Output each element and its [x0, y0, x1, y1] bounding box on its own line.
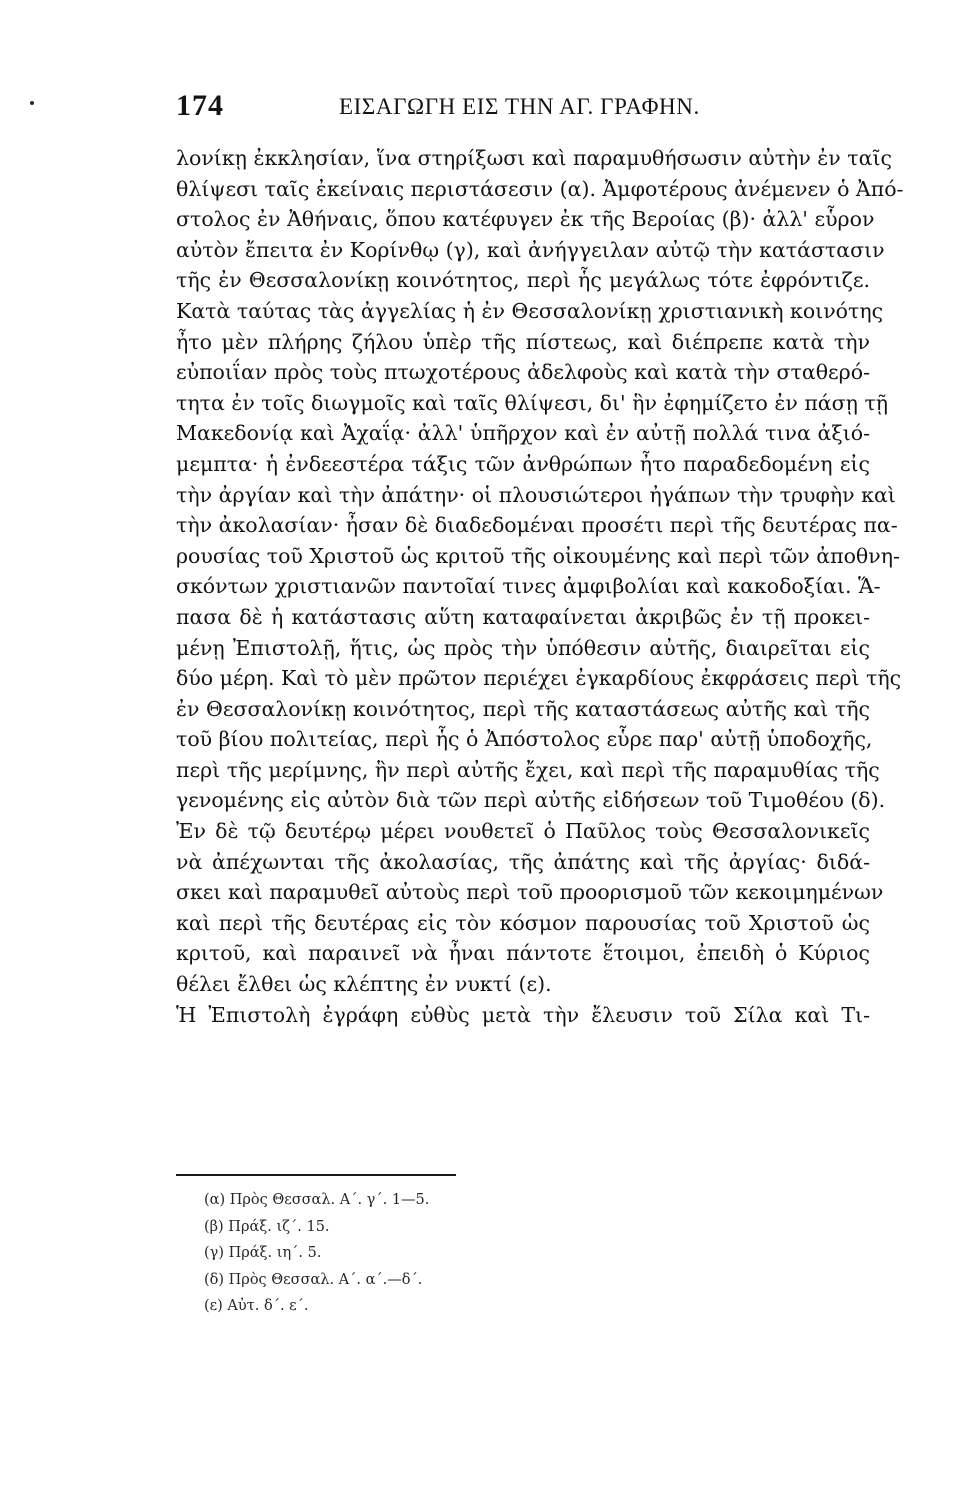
footnote-rule	[176, 1174, 456, 1176]
text-line: τὴν ἀργίαν καὶ τὴν ἀπάτην· οἱ πλουσιώτεροι ἠγάπων τὴν τρυφὴν καὶ	[176, 482, 896, 507]
text-line: τὴν ἀκολασίαν· ἦσαν δὲ διαδεδομέναι προσέτι περὶ τῆς δευτέρας πα-	[176, 513, 898, 538]
text-line: σκόντων χριστιανῶν παντοῖαί τινες ἀμφιβολίαι καὶ κακοδοξίαι. Ἅ-	[176, 574, 881, 599]
page-number: 174	[176, 89, 224, 122]
text-line: μεμπτα· ἡ ἐνδεεστέρα τάξις τῶν ἀνθρώπων ἦτο παραδεδομένη εἰς	[176, 451, 870, 476]
text-line: λονίκῃ ἐκκλησίαν, ἵνα στηρίξωσι καὶ παραμυθήσωσιν αὐτὴν ἐν ταῖς	[176, 146, 892, 170]
page-header	[176, 86, 876, 126]
text-line: εὐποιΐαν πρὸς τοὺς πτωχοτέρους ἀδελφοὺς καὶ κατὰ τὴν σταθερό-	[176, 360, 870, 385]
text-line: πασα δὲ ἡ κατάστασις αὕτη καταφαίνεται ἀκριβῶς ἐν τῇ προκει-	[176, 604, 870, 629]
scan-speck	[30, 101, 34, 105]
text-line: Μακεδονίᾳ καὶ Ἀχαΐᾳ· ἀλλ' ὑπῆρχον καὶ ἐν αὐτῇ πολλά τινα ἀξιό-	[176, 421, 870, 446]
text-line: τῆς ἐν Θεσσαλονίκῃ κοινότητος, περὶ ἧς μεγάλως τότε ἐφρόντιζε.	[176, 268, 870, 293]
text-line: μένῃ Ἐπιστολῇ, ἥτις, ὡς πρὸς τὴν ὑπόθεσιν αὐτῆς, διαιρεῖται εἰς	[176, 635, 870, 660]
text-line: γενομένης εἰς αὐτὸν διὰ τῶν περὶ αὐτῆς εἰδήσεων τοῦ Τιμοθέου (δ).	[176, 788, 886, 813]
text-line: δύο μέρη. Καὶ τὸ μὲν πρῶτον περιέχει ἐγκαρδίους ἐκφράσεις περὶ τῆς	[176, 666, 902, 691]
text-line: τοῦ βίου πολιτείας, περὶ ἧς ὁ Ἀπόστολος εὗρε παρ' αὐτῇ ὑποδοχῆς,	[176, 727, 873, 752]
footnote: (β) Πράξ. ιζ΄. 15.	[204, 1218, 330, 1235]
text-line: αὐτὸν ἔπειτα ἐν Κορίνθῳ (γ), καὶ ἀνήγγειλαν αὐτῷ τὴν κατάστασιν	[176, 237, 885, 262]
text-line: ἐν Θεσσαλονίκῃ κοινότητος, περὶ τῆς καταστάσεως αὐτῆς καὶ τῆς	[176, 696, 870, 721]
text-line: Ἡ Ἐπιστολὴ ἐγράφη εὐθὺς μετὰ τὴν ἔλευσιν τοῦ Σίλα καὶ Τι-	[176, 1002, 870, 1027]
text-line: Ἐν δὲ τῷ δευτέρῳ μέρει νουθετεῖ ὁ Παῦλος τοὺς Θεσσαλονικεῖς	[176, 819, 870, 844]
footnote: (ε) Αὐτ. δ΄. ε΄.	[204, 1298, 309, 1314]
text-line: καὶ περὶ τῆς δευτέρας εἰς τὸν κόσμον παρουσίας τοῦ Χριστοῦ ὡς	[176, 910, 870, 935]
footnote: (δ) Πρὸς Θεσσαλ. Α΄. α΄.—δ΄.	[204, 1271, 423, 1288]
body-text	[176, 143, 904, 1030]
text-line: στολος ἐν Ἀθήναις, ὅπου κατέφυγεν ἐκ τῆς Βεροίας (β)· ἀλλ' εὗρον	[176, 207, 875, 232]
text-line: κριτοῦ, καὶ παραινεῖ νὰ ἦναι πάντοτε ἕτοιμοι, ἐπειδὴ ὁ Κύριος	[176, 941, 870, 966]
text-line: περὶ τῆς μερίμνης, ἣν περὶ αὐτῆς ἔχει, καὶ περὶ τῆς παραμυθίας τῆς	[176, 757, 880, 782]
text-line: σκει καὶ παραμυθεῖ αὐτοὺς περὶ τοῦ προορισμοῦ τῶν κεκοιμημένων	[176, 880, 884, 905]
text-line: ρουσίας τοῦ Χριστοῦ ὡς κριτοῦ τῆς οἰκουμένης καὶ περὶ τῶν ἀποθνη-	[176, 543, 900, 568]
footnote: (α) Πρὸς Θεσσαλ. Α΄. γ΄. 1—5.	[204, 1192, 430, 1208]
footnote: (γ) Πράξ. ιη΄. 5.	[204, 1245, 322, 1261]
text-line: νὰ ἀπέχωνται τῆς ἀκολασίας, τῆς ἀπάτης καὶ τῆς ἀργίας· διδά-	[176, 849, 870, 874]
text-line: ἦτο μὲν πλήρης ζήλου ὑπὲρ τῆς πίστεως, καὶ διέπρεπε κατὰ τὴν	[176, 329, 870, 354]
running-title: ΕΙΣΑΓΩΓΗ ΕΙΣ ΤΗΝ ΑΓ. ΓΡΑΦΗΝ.	[339, 94, 700, 119]
text-line: τητα ἐν τοῖς διωγμοῖς καὶ ταῖς θλίψεσι, δι' ἣν ἐφημίζετο ἐν πάσῃ τῇ	[176, 390, 889, 415]
footnotes	[204, 1187, 604, 1320]
text-line: θέλει ἔλθει ὡς κλέπτης ἐν νυκτί (ε).	[176, 972, 552, 997]
text-line: θλίψεσι ταῖς ἐκείναις περιστάσεσιν (α). Ἀμφοτέρους ἀνέμενεν ὁ Ἀπό-	[176, 176, 904, 201]
text-line: Κατὰ ταύτας τὰς ἀγγελίας ἡ ἐν Θεσσαλονίκῃ χριστιανικὴ κοινότης	[176, 298, 884, 323]
